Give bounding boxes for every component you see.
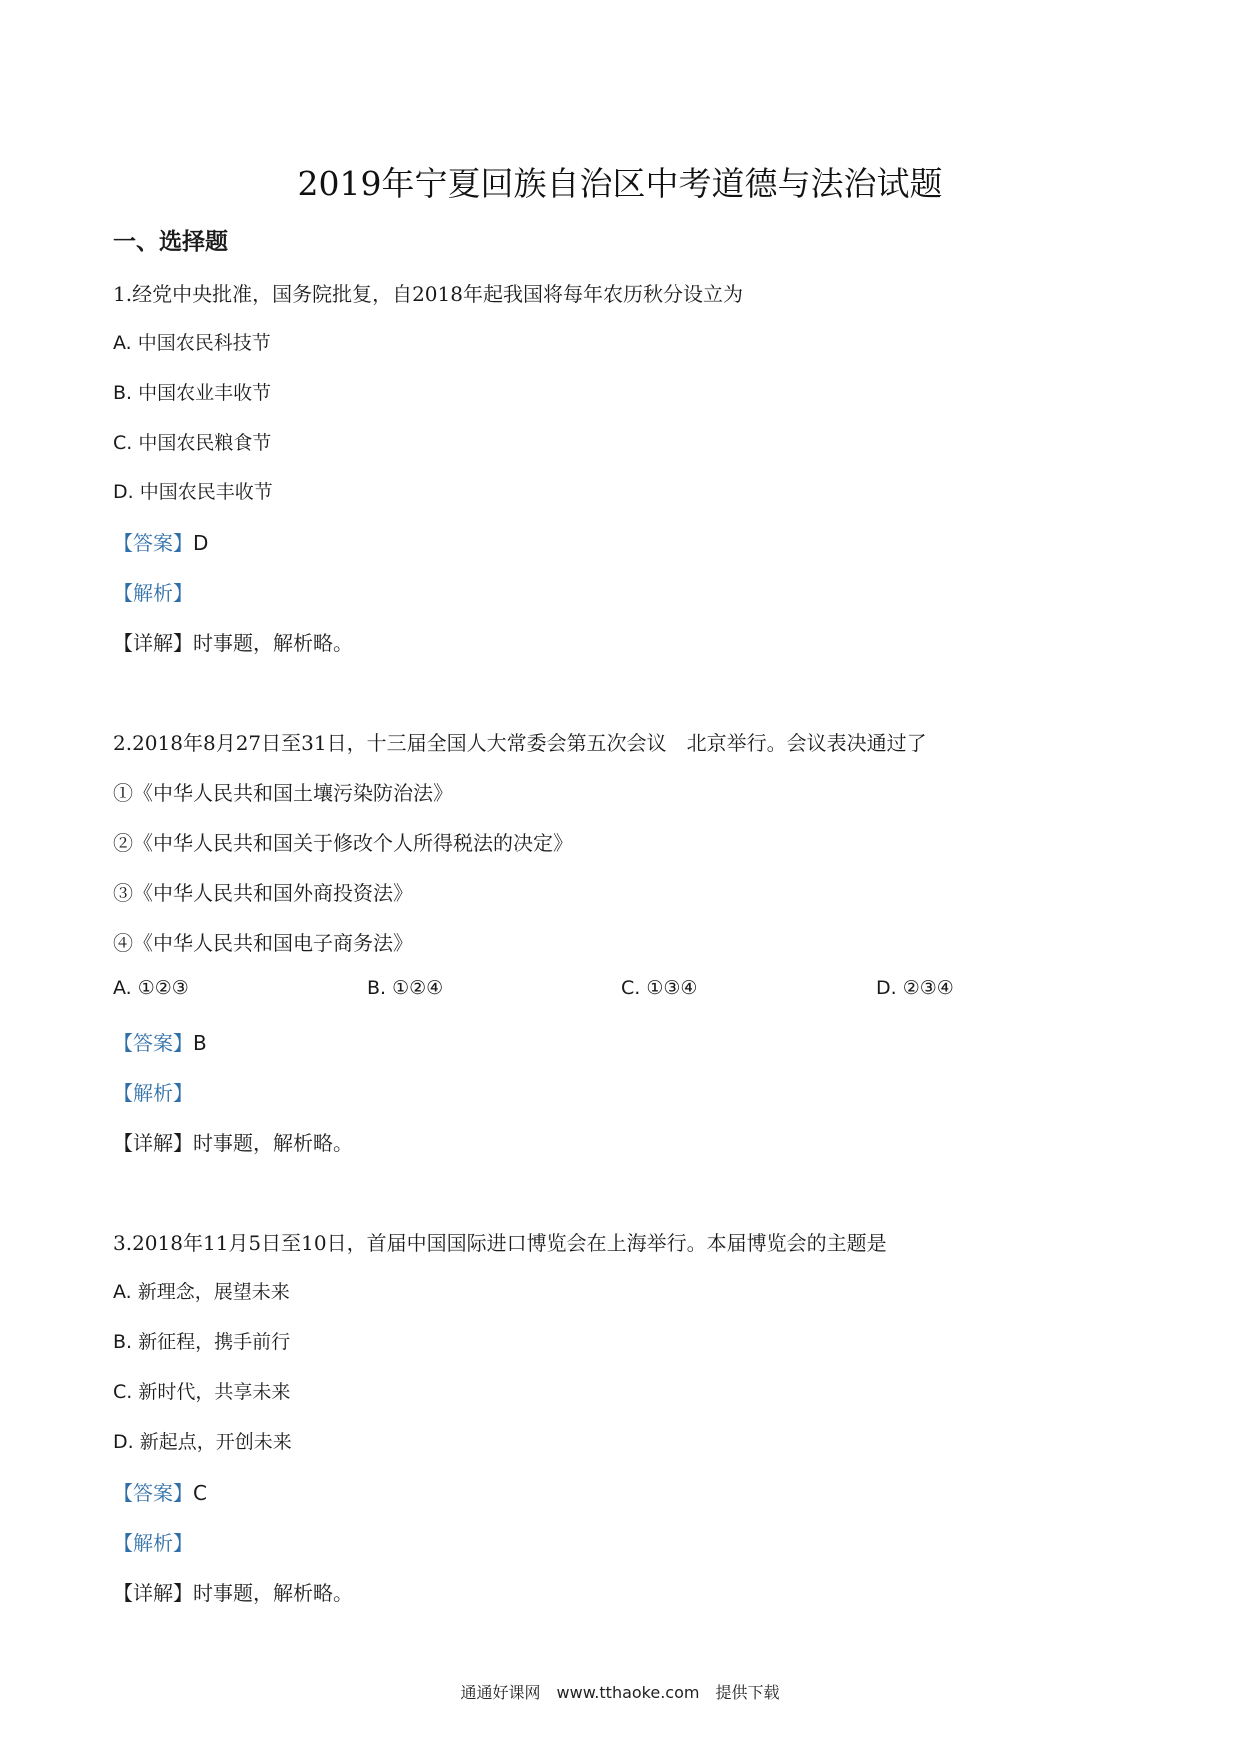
page-footer: 通通好课网 www.tthaoke.com 提供下载 <box>460 1683 780 1702</box>
question-3-answer <box>113 1477 207 1506</box>
question-1-stem: 1.经党中央批准，国务院批复，自2018年起我国将每年农历秋分设立为 <box>113 282 743 306</box>
question-2-detail <box>113 1127 353 1156</box>
answer-label: 【答案】 <box>113 531 193 555</box>
question-2-item-1: ①《中华人民共和国土壤污染防治法》 <box>113 781 453 805</box>
answer-value: B <box>193 1031 207 1055</box>
detail-label: 【详解】 <box>113 631 193 655</box>
detail-label: 【详解】 <box>113 1131 193 1155</box>
detail-label: 【详解】 <box>113 1581 193 1605</box>
question-2-item-3: ③《中华人民共和国外商投资法》 <box>113 881 413 905</box>
question-3-option-a: A. 新理念，展望未来 <box>113 1281 290 1303</box>
question-2-option-a: A. ①②③ <box>113 977 189 999</box>
detail-text: 时事题，解析略。 <box>193 631 353 655</box>
question-2-item-4: ④《中华人民共和国电子商务法》 <box>113 931 413 955</box>
question-1-option-b: B. 中国农业丰收节 <box>113 382 272 404</box>
answer-value: C <box>193 1481 207 1505</box>
question-3-analysis-label: 【解析】 <box>113 1531 193 1555</box>
question-2-option-c: C. ①③④ <box>621 977 698 999</box>
section-heading: 一、选择题 <box>113 228 228 255</box>
question-2-options-row <box>113 977 1013 1003</box>
question-3-option-b: B. 新征程，携手前行 <box>113 1331 291 1353</box>
question-3-detail <box>113 1577 353 1606</box>
question-1-detail <box>113 627 353 656</box>
question-2-item-2: ②《中华人民共和国关于修改个人所得税法的决定》 <box>113 831 573 855</box>
question-1-option-d: D. 中国农民丰收节 <box>113 481 273 503</box>
question-2-answer <box>113 1027 207 1056</box>
question-3-stem: 3.2018年11月5日至10日，首届中国国际进口博览会在上海举行。本届博览会的主题是 <box>113 1231 887 1255</box>
page-title: 2019年宁夏回族自治区中考道德与法治试题 <box>297 164 943 203</box>
answer-label: 【答案】 <box>113 1481 193 1505</box>
question-1-option-c: C. 中国农民粮食节 <box>113 432 272 454</box>
question-1-analysis-label: 【解析】 <box>113 581 193 605</box>
question-2-option-b: B. ①②④ <box>367 977 444 999</box>
question-3-option-c: C. 新时代，共享未来 <box>113 1381 291 1403</box>
question-1-option-a: A. 中国农民科技节 <box>113 332 271 354</box>
answer-label: 【答案】 <box>113 1031 193 1055</box>
question-2-analysis-label: 【解析】 <box>113 1081 193 1105</box>
question-1-answer <box>113 527 208 556</box>
detail-text: 时事题，解析略。 <box>193 1581 353 1605</box>
question-3-option-d: D. 新起点，开创未来 <box>113 1431 292 1453</box>
question-2-option-d: D. ②③④ <box>876 977 954 999</box>
question-2-stem: 2.2018年8月27日至31日，十三届全国人大常委会第五次会议 北京举行。会议表决通过了 <box>113 731 927 755</box>
answer-value: D <box>193 531 209 555</box>
detail-text: 时事题，解析略。 <box>193 1131 353 1155</box>
